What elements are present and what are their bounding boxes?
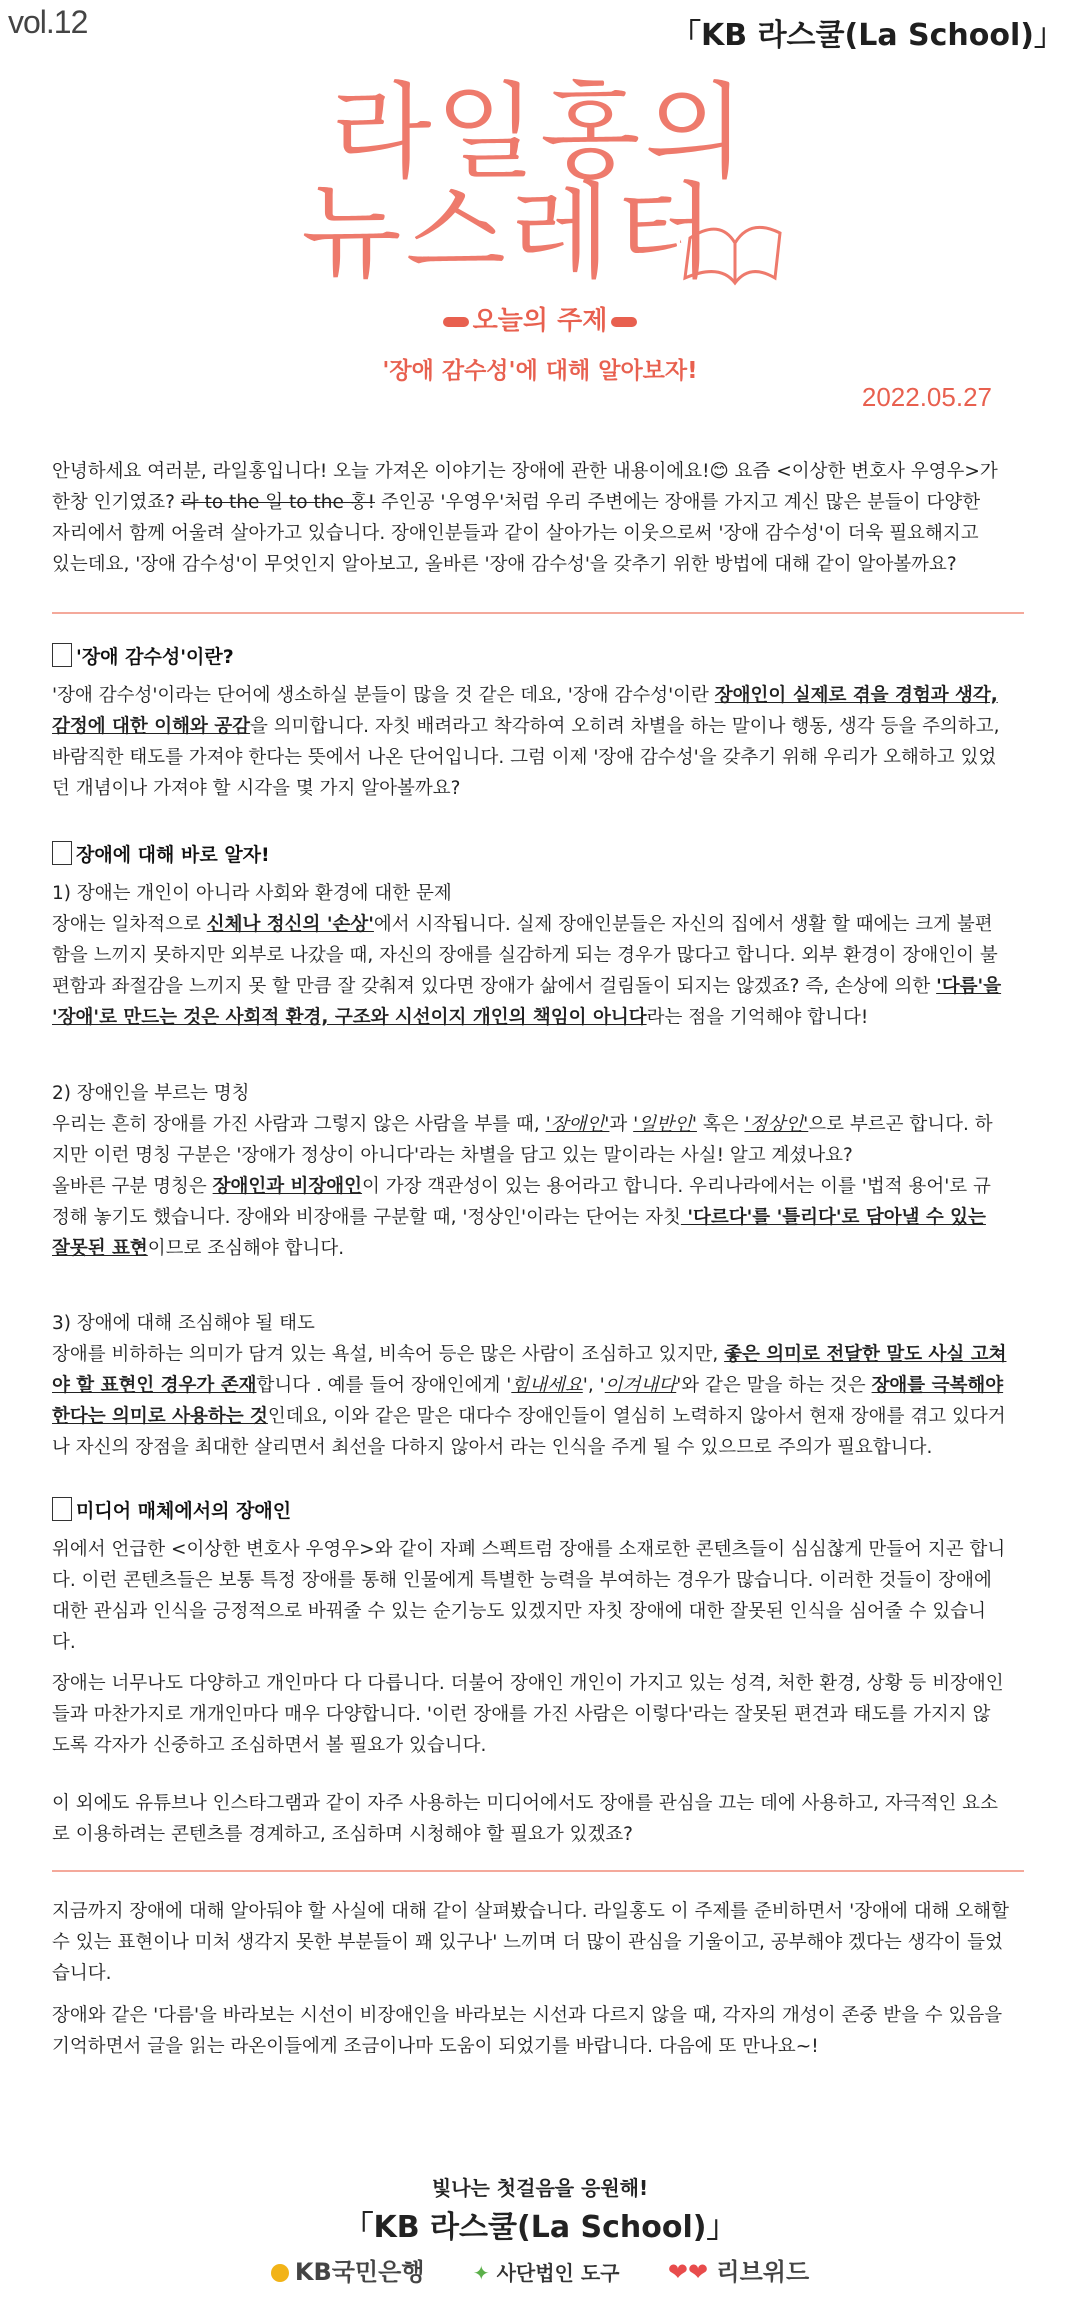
dogu-logo: ✦ 사단법인 도구	[472, 2261, 620, 2285]
outro-paragraph2: 장애와 같은 '다름'을 바라보는 시선이 비장애인을 바라보는 시선과 다르지 않을 때, 각자의 개성이 존중 받을 수 있음을 기억하면서 글을 읽는 라온이들에게 조금이나마 도움이 되었기를 바랍니다. 다음에 또 만나요~!	[52, 2005, 1003, 2057]
intro-paragraph: 안녕하세요 여러분, 라일홍입니다! 오늘 가져온 이야기는 장애에 관한 내용이에요!😊 요즘 <이상한 변호사 우영우>가 한창 인기였죠? 라 to the 일 to the 홍! 주인공 '우영우'처럼 우리 주변에는 장애를 가지고 계신 많은 분들이 다양한 자리에서 함께 어울려 살아가고 있습니다. 장애인분들과 같이 살아가는 이웃으로써 '장애 감수성'이 더욱 필요해지고 있는데요, '장애 감수성'이 무엇인지 알아보고, 올바른 '장애 감수성'을 갖추기 위한 방법에 대해 같이 알아볼까요?	[52, 461, 998, 575]
open-book-icon	[680, 208, 790, 288]
decor-bar-left	[443, 317, 469, 327]
section-heading-media: 미디어 매체에서의 장애인	[52, 1496, 291, 1523]
section-media-body1: 위에서 언급한 <이상한 변호사 우영우>와 같이 자폐 스펙트럼 장애를 소재로한 콘텐츠들이 심심찮게 만들어 지곤 합니 다. 이런 콘텐츠들은 보통 특정 장애를 통해 인물에게 특별한 능력을 부여하는 경우가 많습니다. 이러한 것들이 장애에 대한 관심과 인식을 긍정적으로 바꿔줄 수 있는 순기능도 있겠지만 자칫 장애에 대한 잘못된 인식을 심어줄 수 있습니 다.	[52, 1539, 1006, 1653]
section-media-body2: 장애는 너무나도 다양하고 개인마다 다 다릅니다. 더불어 장애인 개인이 가지고 있는 성격, 처한 환경, 상황 등 비장애인 들과 마찬가지로 개개인마다 매우 다양합니다. '이런 장애를 가진 사람은 이렇다'라는 잘못된 편견과 태도를 가지지 않 도록 각자가 신중하고 조심하면서 볼 필요가 있습니다.	[52, 1673, 1004, 1756]
checkbox-icon	[52, 1497, 72, 1521]
issue-date: 2022.05.27	[861, 382, 992, 412]
newsletter-title-line1: 라일홍의	[331, 71, 749, 193]
section-heading-sensitivity: '장애 감수성'이란?	[52, 642, 234, 669]
section-know-part1: 1) 장애는 개인이 아니라 사회와 환경에 대한 문제 장애는 일차적으로 신체나 정신의 '손상'에서 시작됩니다. 실제 장애인분들은 자신의 집에서 생활 할 때에는 크게 불편 함을 느끼지 못하지만 외부로 나갔을 때, 자신의 장애를 실감하게 되는 경우가 많다고 합니다. 외부 환경이 장애인이 불 편함과 좌절감을 느끼지 못 할 만큼 잘 갖춰져 있다면 장애가 삶에서 걸림돌이 되지는 않겠죠? 즉, 손상에 의한 '다름'을 '장애'로 만드는 것은 사회적 환경, 구조와 시선이지 개인의 책임이 아니다라는 점을 기억해야 합니다!	[52, 883, 1002, 1028]
divider	[52, 1870, 1024, 1872]
subject-label: 오늘의 주제	[0, 300, 1080, 337]
section-sensitivity-body: '장애 감수성'이라는 단어에 생소하실 분들이 많을 것 같은 데요, '장애 감수성'이란 장애인이 실제로 겪을 경험과 생각, 감정에 대한 이해와 공감을 의미합니다. 자칫 배려라고 착각하여 오히려 차별을 하는 말이나 행동, 생각 등을 주의하고, 바람직한 태도를 가져야 한다는 뜻에서 나온 단어입니다. 그럼 이제 '장애 감수성'을 갖추기 위해 우리가 오해하고 있었 던 개념이나 가져야 할 시각을 몇 가지 알아볼까요?	[52, 685, 1000, 799]
volume-label: vol.12	[8, 4, 88, 40]
topic-subtitle: '장애 감수성'에 대해 알아보자!	[382, 358, 698, 384]
newsletter-title-line2: 뉴스레터	[301, 171, 719, 293]
section-know-part2: 2) 장애인을 부르는 명칭 우리는 흔히 장애를 가진 사람과 그렇지 않은 사람을 부를 때, '장애인'과 '일반인' 혹은 '정상인'으로 부르곤 합니다. 하 지만 이런 명칭 구분은 '장애가 정상이 아니다'라는 차별을 담고 있는 말이라는 사실! 알고 계셨나요? 올바른 구분 명칭은 장애인과 비장애인이 가장 객관성이 있는 용어라고 합니다. 우리나라에서는 이를 '법적 용어'로 규 정해 놓기도 했습니다. 장애와 비장애를 구분할 때, '정상인'이라는 단어는 자칫 '다르다'를 '틀리다'로 담아낼 수 있는 잘못된 표현이므로 조심해야 합니다.	[52, 1083, 993, 1259]
section-know-part3: 3) 장애에 대해 조심해야 될 태도 장애를 비하하는 의미가 담겨 있는 욕설, 비속어 등은 많은 사람이 조심하고 있지만, 좋은 의미로 전달한 말도 사실 고쳐 야 할 표현인 경우가 존재합니다 . 예를 들어 장애인에게 '힘내세요', '이겨내다'와 같은 말을 하는 것은 장애를 극복해야 한다는 의미로 사용하는 것인데요, 이와 같은 말은 대다수 장애인들이 열심히 노력하지 않아서 현재 장애를 겪고 있다거 나 자신의 장점을 최대한 살리면서 최선을 다하지 않아서 라는 인식을 주게 될 수 있으므로 주의가 필요합니다.	[52, 1313, 1007, 1458]
checkbox-icon	[52, 841, 72, 865]
footer-slogan: 빛나는 첫걸음을 응원해!	[431, 2176, 649, 2200]
livwith-logo: ❤❤ 리브위드	[667, 2258, 810, 2286]
checkbox-icon	[52, 643, 72, 667]
footer-brand: 「KB 라스쿨(La School)」	[343, 2210, 737, 2245]
section-media-body3: 이 외에도 유튜브나 인스타그램과 같이 자주 사용하는 미디어에서도 장애를 관심을 끄는 데에 사용하고, 자극적인 요소 로 이용하려는 콘텐츠를 경계하고, 조심하며 시청해야 할 필요가 있겠죠?	[52, 1793, 999, 1845]
kb-bank-logo: KB국민은행	[271, 2258, 425, 2286]
divider	[52, 612, 1024, 614]
decor-bar-right	[611, 317, 637, 327]
section-heading-know: 장애에 대해 바로 알자!	[52, 840, 270, 867]
brand-logo-top: 「KB 라스쿨(La School)」	[671, 18, 1064, 53]
sponsor-logos	[0, 2252, 1080, 2287]
outro-paragraph1: 지금까지 장애에 대해 알아둬야 할 사실에 대해 같이 살펴봤습니다. 라일홍도 이 주제를 준비하면서 '장애에 대해 오해할 수 있는 표현이나 미처 생각지 못한 부분들이 꽤 있구나' 느끼며 더 많이 관심을 기울이고, 공부해야 겠다는 생각이 들었 습니다.	[52, 1901, 1009, 1984]
kb-star-icon	[271, 2264, 289, 2282]
